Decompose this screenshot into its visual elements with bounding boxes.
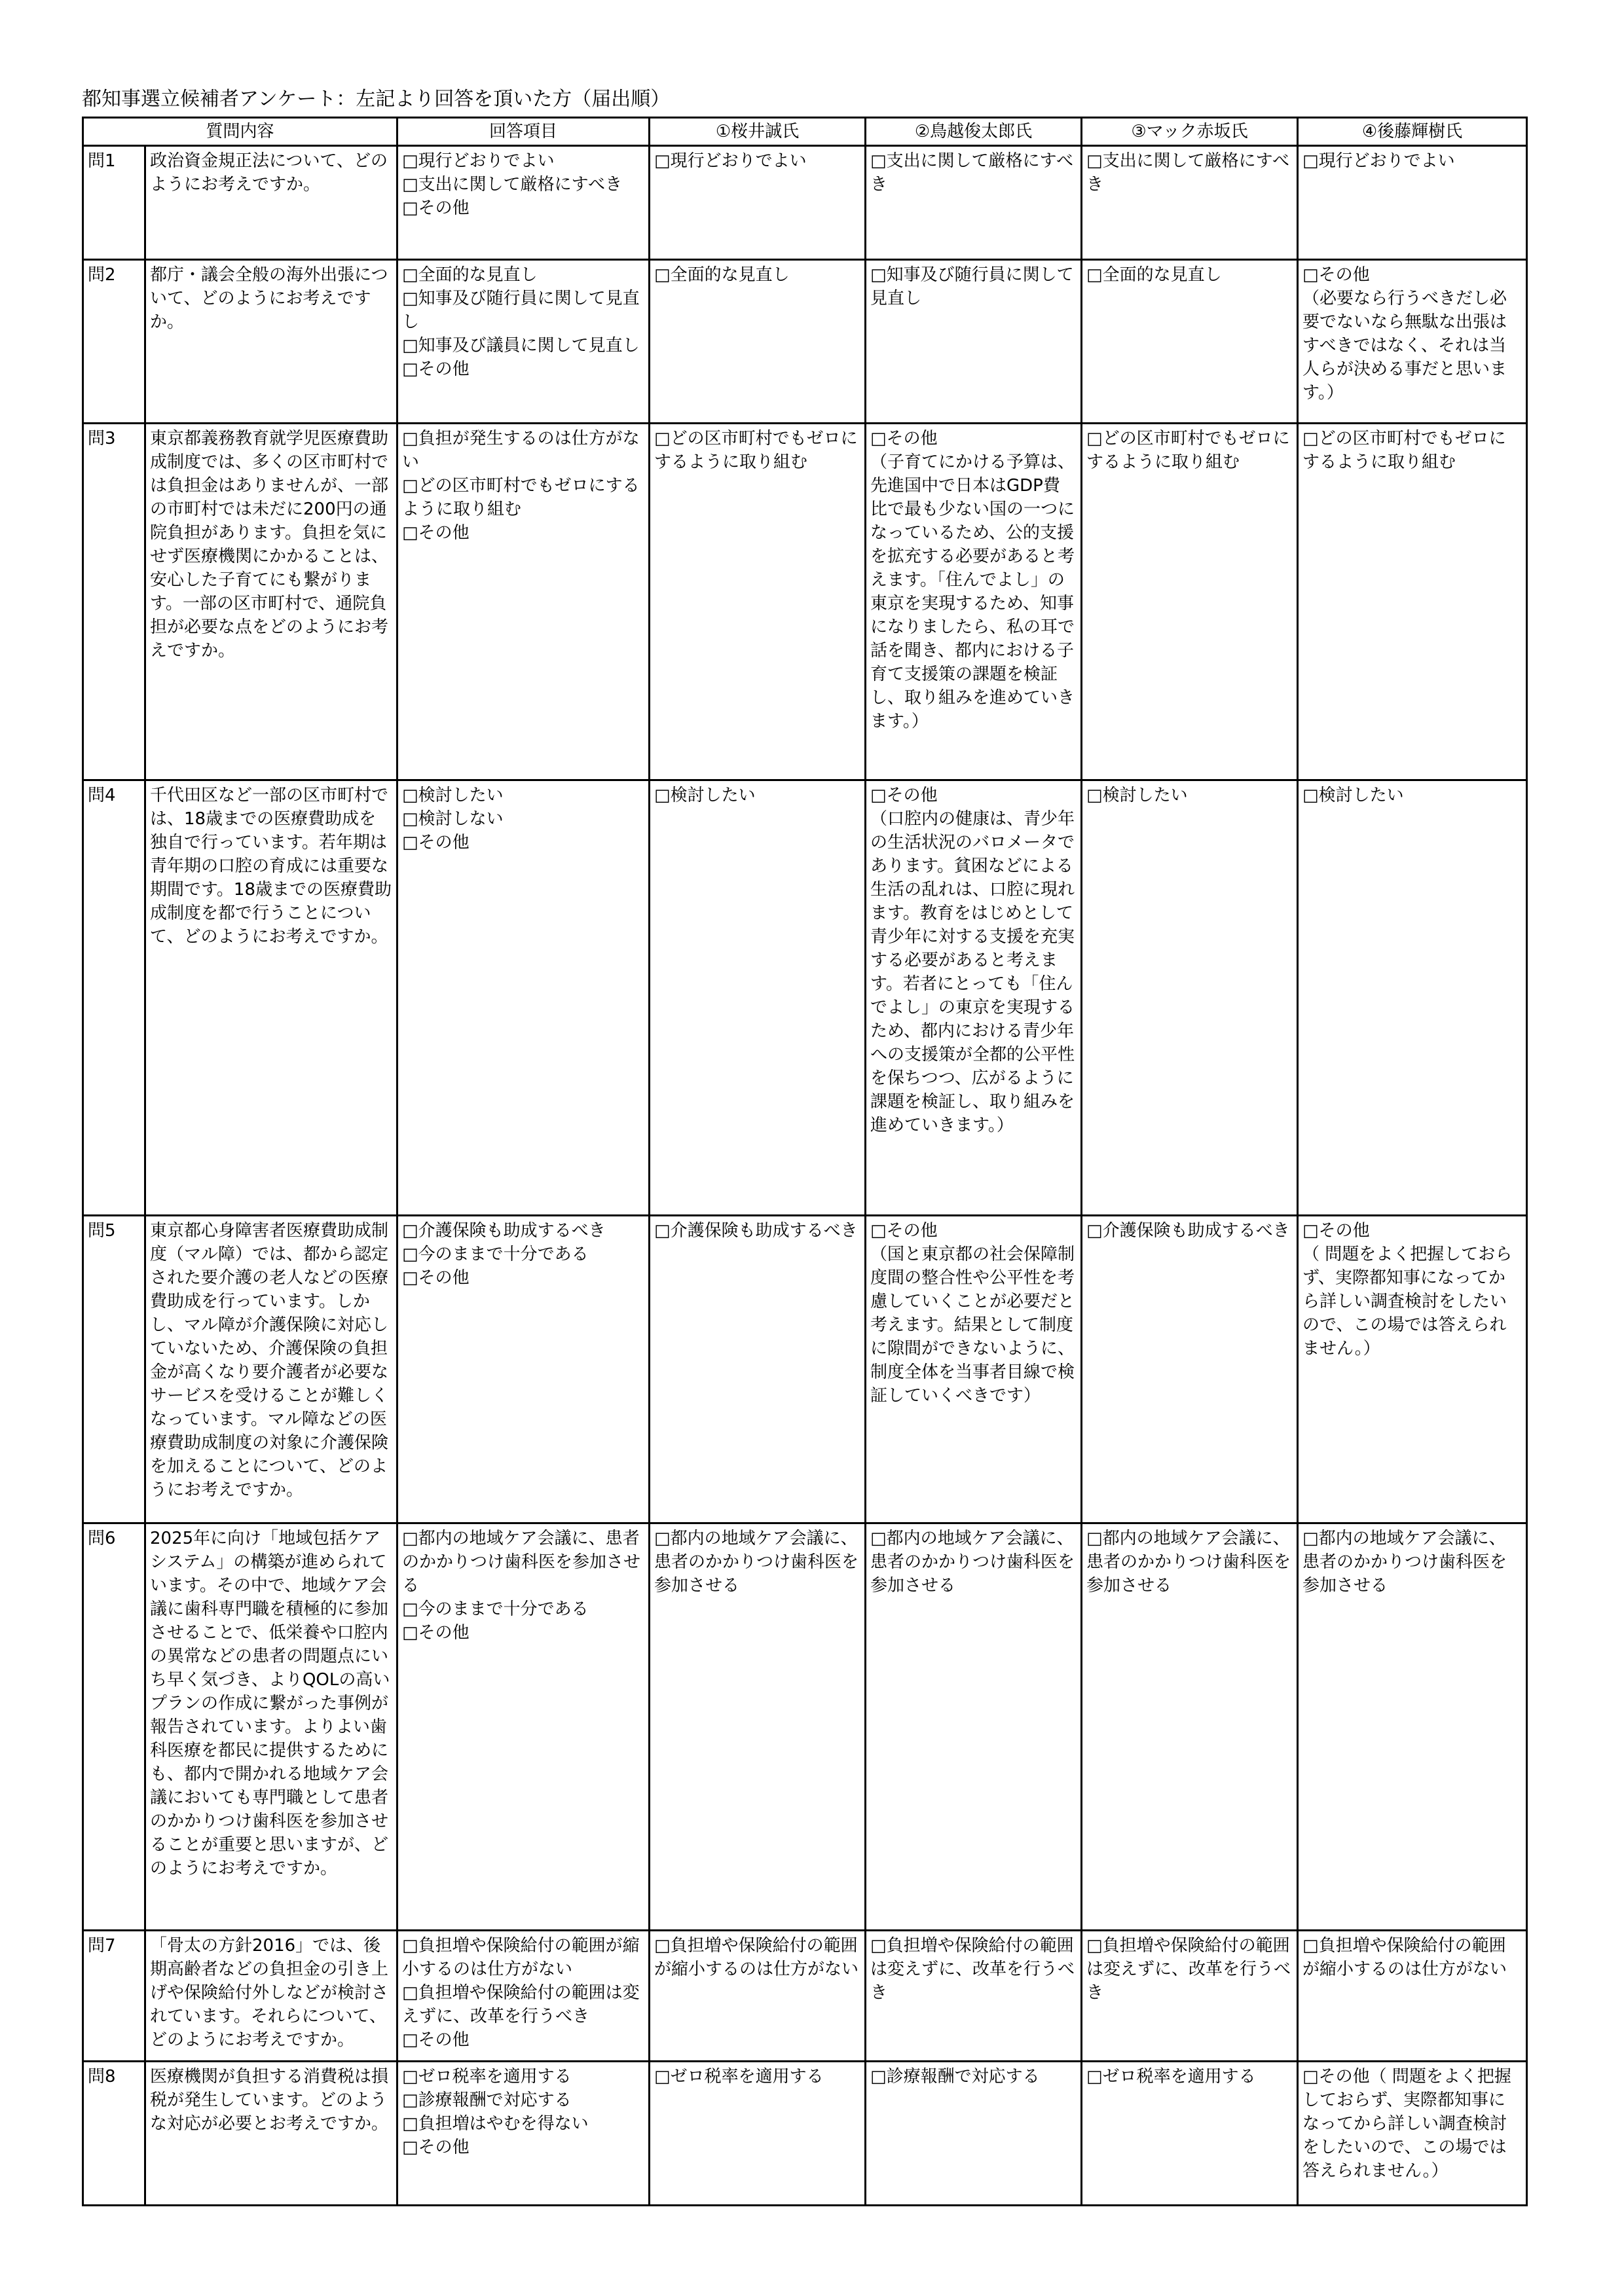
- answer-candidate-2-text: □診療報酬で対応する: [870, 2067, 1040, 2086]
- question-number-text: 問1: [88, 151, 116, 171]
- question-text-text: 東京都心身障害者医療費助成制度（マル障）では、都から認定された要介護の老人などの医療費助成を行っています。しかし、マル障が介護保険に対応していないため、介護保険の負担金が高くなり要介護者が必要なサービスを受けることが難しくなっています。マル障などの医療費助成制度の対象に介護保険を加えることについて、どのようにお考えですか。: [150, 1221, 389, 1500]
- answer-option: □今のままで十分である: [402, 1245, 589, 1264]
- question-text-text: 2025年に向け「地域包括ケアシステム」の構築が進められています。その中で、地域ケア会議に歯科専門職を積極的に参加させることで、低栄養や口腔内の異常などの患者の問題点にいち早く気づき、よりQOLの高いプランの作成に繋がった事例が報告されています。よりよい歯科医療を都民に提供するためにも、都内で開かれる地域ケア会議においても専門職として患者のかかりつけ歯科医を参加させることが重要と思いますが、どのようにお考えですか。: [150, 1529, 390, 1878]
- answer-candidate-2-text: □その他 （子育てにかける予算は、先進国中で日本はGDP費比で最も少ない国の一つになっているため、公的支援を拡充する必要があると考えます。「住んでよし」の東京を実現するため、知事になりましたら、私の耳で話を聞き、都内における子育て支援策の課題を検証し、取り組みを進めていきます。）: [870, 429, 1075, 731]
- question-text: [145, 2062, 397, 2206]
- answer-candidate-2: [866, 1931, 1082, 2062]
- question-number: [83, 146, 145, 260]
- answer-options: [397, 1523, 650, 1931]
- question-row: [83, 260, 1527, 424]
- header-row: [83, 118, 1527, 146]
- answer-candidate-1: [650, 260, 866, 424]
- question-text: [145, 1931, 397, 2062]
- answer-candidate-1: [650, 2062, 866, 2206]
- answer-candidate-4-text: □検討したい: [1302, 786, 1404, 805]
- survey-body: [83, 146, 1527, 2206]
- answer-candidate-4: [1298, 260, 1527, 424]
- question-row: [83, 1523, 1527, 1931]
- answer-candidate-2: [866, 260, 1082, 424]
- header-candidate-2: ②鳥越俊太郎氏: [866, 118, 1082, 146]
- question-text-text: 医療機関が負担する消費税は損税が発生しています。どのような対応が必要とお考えですか。: [150, 2067, 389, 2134]
- answer-candidate-4-text: □その他 （ 問題をよく把握しておらず、実際都知事になってから詳しい調査検討をしたいので、この場では答えられません。）: [1302, 1221, 1513, 1358]
- question-number: [83, 1216, 145, 1523]
- question-number: [83, 1523, 145, 1931]
- answer-option: □診療報酬で対応する: [402, 2090, 572, 2110]
- answer-option: □都内の地域ケア会議に、患者のかかりつけ歯科医を参加させる: [402, 1529, 641, 1595]
- answer-candidate-4: [1298, 1931, 1527, 2062]
- question-text-text: 都庁・議会全般の海外出張について、どのようにお考えですか。: [150, 265, 388, 332]
- answer-option: □その他: [402, 1623, 470, 1643]
- answer-candidate-1-text: □ゼロ税率を適用する: [654, 2067, 824, 2086]
- answer-candidate-2-text: □負担増や保険給付の範囲は変えずに、改革を行うべき: [870, 1936, 1075, 2003]
- answer-candidate-2-text: □支出に関して厳格にすべき: [870, 151, 1074, 194]
- answer-candidate-3-text: □都内の地域ケア会議に、患者のかかりつけ歯科医を参加させる: [1086, 1529, 1291, 1595]
- answer-candidate-2: [866, 146, 1082, 260]
- question-number: [83, 260, 145, 424]
- question-number-text: 問4: [88, 786, 116, 805]
- question-number-text: 問6: [88, 1529, 116, 1548]
- question-text-text: 「骨太の方針2016」では、後期高齢者などの負担金の引き上げや保険給付外しなどが検討されています。それらについて、どのようにお考えですか。: [150, 1936, 389, 2050]
- answer-candidate-2-text: □知事及び随行員に関して見直し: [870, 265, 1074, 308]
- answer-candidate-1: [650, 1523, 866, 1931]
- answer-candidate-1: [650, 780, 866, 1216]
- answer-option: □支出に関して厳格にすべき: [402, 175, 623, 194]
- header-candidate-1: ①桜井誠氏: [650, 118, 866, 146]
- answer-options: [397, 1931, 650, 2062]
- answer-candidate-2-text: □その他 （国と東京都の社会保障制度間の整合性や公平性を考慮していくことが必要だと考えます。結果として制度に隙間ができないように、制度全体を当事者目線で検証していくべきです）: [870, 1221, 1075, 1406]
- answer-candidate-4: [1298, 780, 1527, 1216]
- answer-candidate-3: [1082, 2062, 1298, 2206]
- answer-candidate-2-text: □都内の地域ケア会議に、患者のかかりつけ歯科医を参加させる: [870, 1529, 1075, 1595]
- answer-option: □その他: [402, 523, 470, 543]
- answer-candidate-3: [1082, 260, 1298, 424]
- question-text: [145, 424, 397, 780]
- question-number: [83, 780, 145, 1216]
- answer-candidate-3-text: □ゼロ税率を適用する: [1086, 2067, 1256, 2086]
- answer-option: □検討しない: [402, 809, 504, 829]
- answer-candidate-4-text: □現行どおりでよい: [1302, 151, 1455, 171]
- question-number: [83, 1931, 145, 2062]
- question-row: [83, 1931, 1527, 2062]
- header-candidate-3: ③マック赤坂氏: [1082, 118, 1298, 146]
- answer-candidate-1-text: □全面的な見直し: [654, 265, 790, 285]
- answer-option: □現行どおりでよい: [402, 151, 555, 171]
- answer-candidate-1-text: □検討したい: [654, 786, 756, 805]
- answer-candidate-2: [866, 780, 1082, 1216]
- answer-option: □その他: [402, 359, 470, 379]
- answer-option: □その他: [402, 1268, 470, 1288]
- question-row: [83, 1216, 1527, 1523]
- answer-candidate-4: [1298, 1523, 1527, 1931]
- answer-candidate-3-text: □検討したい: [1086, 786, 1188, 805]
- answer-option: □介護保険も助成するべき: [402, 1221, 606, 1241]
- answer-options: [397, 780, 650, 1216]
- question-text: [145, 1523, 397, 1931]
- answer-candidate-4-text: □どの区市町村でもゼロにするように取り組む: [1302, 429, 1506, 472]
- answer-candidate-1: [650, 146, 866, 260]
- answer-candidate-2: [866, 1523, 1082, 1931]
- question-row: [83, 780, 1527, 1216]
- answer-candidate-3-text: □介護保険も助成するべき: [1086, 1221, 1290, 1241]
- answer-candidate-3: [1082, 146, 1298, 260]
- answer-candidate-2: [866, 1216, 1082, 1523]
- answer-option: □知事及び随行員に関して見直し: [402, 289, 640, 332]
- answer-option: □検討したい: [402, 786, 504, 805]
- answer-candidate-1-text: □どの区市町村でもゼロにするように取り組む: [654, 429, 858, 472]
- question-text: [145, 146, 397, 260]
- answer-options: [397, 424, 650, 780]
- survey-table: [82, 117, 1528, 2206]
- answer-candidate-4: [1298, 146, 1527, 260]
- answer-option: □その他: [402, 2030, 470, 2050]
- question-text: [145, 260, 397, 424]
- answer-option: □負担増はやむを得ない: [402, 2114, 589, 2134]
- answer-candidate-3: [1082, 1931, 1298, 2062]
- answer-option: □今のままで十分である: [402, 1599, 589, 1619]
- answer-candidate-4-text: □その他（ 問題をよく把握しておらず、実際都知事になってから詳しい調査検討をしたいので、この場では答えられません。）: [1302, 2067, 1511, 2181]
- answer-candidate-4-text: □都内の地域ケア会議に、患者のかかりつけ歯科医を参加させる: [1302, 1529, 1507, 1595]
- answer-option: □負担増や保険給付の範囲は変えずに、改革を行うべき: [402, 1983, 640, 2026]
- question-text-text: 東京都義務教育就学児医療費助成制度では、多くの区市町村では負担金はありませんが、一部の市町村では未だに200円の通院負担があります。負担を気にせず医療機関にかかることは、安心した子育てにも繋がります。一部の区市町村で、通院負担が必要な点をどのようにお考えですか。: [150, 429, 389, 661]
- question-number-text: 問7: [88, 1936, 116, 1956]
- answer-candidate-3: [1082, 424, 1298, 780]
- answer-candidate-3-text: □負担増や保険給付の範囲は変えずに、改革を行うべき: [1086, 1936, 1291, 2003]
- question-number-text: 問3: [88, 429, 116, 448]
- answer-option: □全面的な見直し: [402, 265, 538, 285]
- answer-candidate-1: [650, 424, 866, 780]
- answer-option: □ゼロ税率を適用する: [402, 2067, 572, 2086]
- question-text-text: 政治資金規正法について、どのようにお考えですか。: [150, 151, 388, 194]
- answer-option: □その他: [402, 198, 470, 218]
- page-title: 都知事選立候補者アンケート：左記より回答を頂いた方（届出順）: [82, 88, 671, 111]
- header-options: 回答項目: [397, 118, 650, 146]
- question-number-text: 問2: [88, 265, 116, 285]
- answer-options: [397, 260, 650, 424]
- answer-candidate-1: [650, 1931, 866, 2062]
- answer-option: □その他: [402, 2138, 470, 2157]
- header-candidate-4: ④後藤輝樹氏: [1298, 118, 1527, 146]
- question-number-text: 問5: [88, 1221, 116, 1241]
- question-number-text: 問8: [88, 2067, 116, 2086]
- answer-option: □どの区市町村でもゼロにするように取り組む: [402, 476, 640, 519]
- answer-candidate-1-text: □現行どおりでよい: [654, 151, 807, 171]
- question-number: [83, 2062, 145, 2206]
- question-text: [145, 780, 397, 1216]
- answer-candidate-2: [866, 424, 1082, 780]
- answer-candidate-4: [1298, 2062, 1527, 2206]
- answer-candidate-3-text: □支出に関して厳格にすべき: [1086, 151, 1290, 194]
- answer-candidate-4: [1298, 424, 1527, 780]
- answer-candidate-4-text: □その他 （必要なら行うべきだし必要でないなら無駄な出張はすべきではなく、それは当人らが決める事だと思います。）: [1302, 265, 1507, 403]
- answer-candidate-3: [1082, 1216, 1298, 1523]
- question-row: [83, 2062, 1527, 2206]
- answer-candidate-1: [650, 1216, 866, 1523]
- answer-candidate-1-text: □介護保険も助成するべき: [654, 1221, 858, 1241]
- answer-option: □負担増や保険給付の範囲が縮小するのは仕方がない: [402, 1936, 640, 1979]
- question-row: [83, 146, 1527, 260]
- answer-options: [397, 146, 650, 260]
- answer-candidate-3-text: □全面的な見直し: [1086, 265, 1222, 285]
- answer-option: □知事及び議員に関して見直し: [402, 336, 640, 355]
- answer-option: □その他: [402, 833, 470, 852]
- answer-candidate-1-text: □負担増や保険給付の範囲が縮小するのは仕方がない: [654, 1936, 859, 1979]
- question-number: [83, 424, 145, 780]
- answer-candidate-4: [1298, 1216, 1527, 1523]
- answer-candidate-4-text: □負担増や保険給付の範囲が縮小するのは仕方がない: [1302, 1936, 1507, 1979]
- answer-options: [397, 2062, 650, 2206]
- question-row: [83, 424, 1527, 780]
- answer-candidate-1-text: □都内の地域ケア会議に、患者のかかりつけ歯科医を参加させる: [654, 1529, 859, 1595]
- question-text-text: 千代田区など一部の区市町村では、18歳までの医療費助成を独自で行っています。若年期は青年期の口腔の育成には重要な期間です。18歳までの医療費助成制度を都で行うことについて、どのようにお考えですか。: [150, 786, 392, 947]
- answer-candidate-3: [1082, 780, 1298, 1216]
- answer-option: □負担が発生するのは仕方がない: [402, 429, 640, 472]
- header-question: 質問内容: [83, 118, 397, 146]
- answer-candidate-2-text: □その他 （口腔内の健康は、青少年の生活状況のバロメータであります。貧困などによる生活の乱れは、口腔に現れます。教育をはじめとして青少年に対する支援を充実する必要があると考えます。若者にとっても「住んでよし」の東京を実現するため、都内における青少年への支援策が全都的公平性を保ちつつ、広がるように課題を検証し、取り組みを進めていきます。）: [870, 786, 1075, 1135]
- question-text: [145, 1216, 397, 1523]
- answer-options: [397, 1216, 650, 1523]
- answer-candidate-2: [866, 2062, 1082, 2206]
- answer-candidate-3: [1082, 1523, 1298, 1931]
- answer-candidate-3-text: □どの区市町村でもゼロにするように取り組む: [1086, 429, 1290, 472]
